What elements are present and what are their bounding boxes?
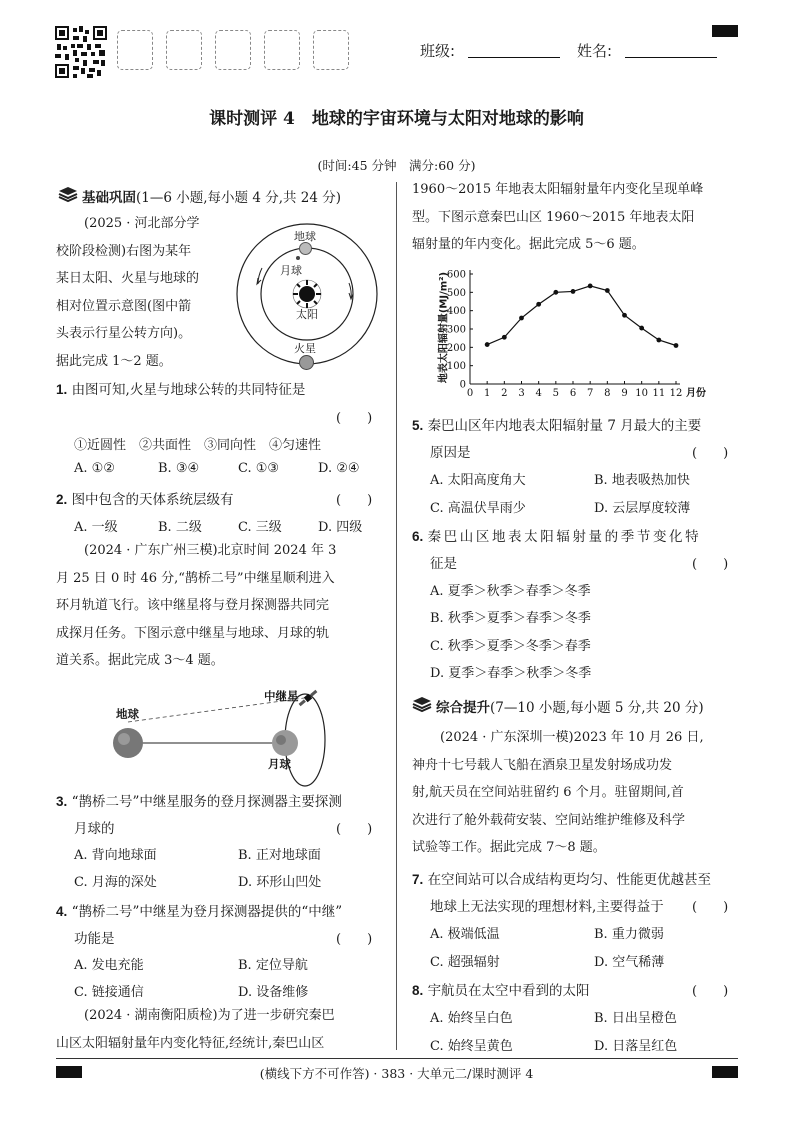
intro2-line: 月 25 日 0 时 46 分,“鹊桥二号”中继星顺利进入 — [56, 570, 335, 586]
score-box-4[interactable] — [264, 30, 300, 70]
intro3-line: (2024 · 湖南衡阳质检)为了进一步研究秦巴 — [84, 1008, 335, 1023]
intro2-line: 道关系。据此完成 3～4 题。 — [56, 653, 224, 669]
intro2-line: (2024 · 广东广州三模)北京时间 2024 年 3 — [84, 543, 337, 558]
q3-option-d[interactable]: D. 环形山凹处 — [238, 875, 322, 890]
chart-data-point — [605, 288, 610, 293]
chart-ylabel: 地表太阳辐射量(MJ/m²) — [438, 271, 450, 384]
q2-option-d[interactable]: D. 四级 — [318, 520, 363, 535]
q5-text: 秦巴山区年内地表太阳辐射量 7 月最大的主要 — [427, 418, 702, 434]
q6-option-b[interactable]: B. 秋季＞夏季＞春季＞冬季 — [430, 611, 591, 626]
class-label: 班级: — [420, 42, 456, 60]
q7-option-c[interactable]: C. 超强辐射 — [430, 955, 500, 970]
q8-answer-paren[interactable]: ( ) — [692, 984, 729, 999]
section2-desc: (7—10 小题,每小题 5 分,共 20 分) — [490, 700, 704, 716]
intro3-right-line: 型。下图示意秦巴山区 1960～2015 年地表太阳 — [412, 209, 695, 225]
chart-series-line — [487, 286, 676, 346]
chart-data-point — [622, 313, 627, 318]
section2-name: 综合提升 — [436, 700, 490, 716]
q8-number: 8. — [412, 983, 424, 998]
q4-text: “鹊桥二号”中继星为登月探测器提供的“中继” — [71, 904, 343, 920]
chart-x-tick-label: 12 — [669, 388, 683, 399]
q7-stem-2: 地球上无法实现的理想材料,主要得益于 — [430, 899, 664, 915]
name-field[interactable] — [625, 57, 717, 58]
chart-data-point — [588, 284, 593, 289]
label-moon: 月球 — [280, 264, 302, 277]
q6-option-d[interactable]: D. 夏季＞春季＞秋季＞冬季 — [430, 666, 592, 681]
chart-x-unit: 月份 — [686, 388, 706, 399]
q4-stem — [56, 900, 342, 920]
q3-option-b[interactable]: B. 正对地球面 — [238, 848, 321, 863]
intro1-line: 头表示行星公转方向)。 — [56, 326, 192, 342]
chart-data-point — [656, 338, 661, 343]
intro4-line: 次进行了舱外载荷安装、空间站维护维修及科学 — [412, 812, 686, 828]
q1-stem — [56, 378, 305, 398]
book-stack-icon — [58, 186, 78, 204]
q6-number: 6. — [412, 529, 424, 544]
qr-code-icon — [55, 26, 107, 78]
q8-option-c[interactable]: C. 始终呈黄色 — [430, 1039, 513, 1054]
q8-option-b[interactable]: B. 日出呈橙色 — [594, 1011, 677, 1026]
q1-answer-paren[interactable]: ( ) — [336, 411, 373, 426]
q2-option-a[interactable]: A. 一级 — [74, 520, 118, 535]
corner-mark-top-right — [712, 25, 738, 37]
intro4-line: 神舟十七号载人飞船在酒泉卫星发射场成功发 — [412, 757, 673, 773]
intro4-line: 试验等工作。据此完成 7～8 题。 — [412, 840, 606, 856]
q7-number: 7. — [412, 872, 424, 887]
q7-answer-paren[interactable]: ( ) — [692, 900, 729, 915]
chart-y-tick-label: 500 — [446, 287, 466, 299]
q3-text: “鹊桥二号”中继星服务的登月探测器主要探测 — [71, 794, 342, 810]
chart-y-tick-label: 300 — [446, 324, 466, 336]
chart-y-tick-label: 0 — [459, 379, 466, 391]
q5-number: 5. — [412, 418, 424, 433]
q7-option-b[interactable]: B. 重力微弱 — [594, 927, 664, 942]
q6-stem — [412, 525, 701, 545]
chart-x-tick-label: 0 — [466, 388, 474, 399]
intro2-line: 成探月任务。下图示意中继星与地球、月球的轨 — [56, 625, 330, 641]
intro3-right-line: 辐射量的年内变化。据此完成 5～6 题。 — [412, 237, 645, 253]
name-label: 姓名: — [577, 42, 613, 60]
q3-option-c[interactable]: C. 月海的深处 — [74, 875, 157, 890]
q2-answer-paren[interactable]: ( ) — [336, 493, 373, 508]
q5-option-a[interactable]: A. 太阳高度角大 — [430, 473, 526, 488]
intro3-block — [56, 1002, 386, 1057]
intro3-right-line: 1960～2015 年地表太阳辐射量年内变化呈现单峰 — [412, 182, 704, 197]
intro4-line: (2024 · 广东深圳一模)2023 年 10 月 26 日, — [440, 730, 704, 745]
chart-x-tick-label: 2 — [501, 388, 508, 399]
intro4-block — [412, 724, 742, 862]
sun-icon — [292, 279, 322, 309]
intro2-line: 环月轨道飞行。该中继星将与登月探测器共同完 — [56, 598, 330, 614]
class-field[interactable] — [468, 57, 560, 58]
q1-text: 由图可知,火星与地球公转的共同特征是 — [71, 382, 306, 398]
q7-option-a[interactable]: A. 极端低温 — [430, 927, 500, 942]
q3-stem-2: 月球的 — [74, 821, 115, 837]
score-box-2[interactable] — [166, 30, 202, 70]
q7-option-d[interactable]: D. 空气稀薄 — [594, 955, 665, 970]
label-moon-2: 月球 — [268, 757, 291, 771]
label-earth-2: 地球 — [116, 707, 139, 721]
q1-option-b[interactable]: B. ③④ — [158, 461, 200, 476]
q6-answer-paren[interactable]: ( ) — [692, 557, 729, 572]
section2-header — [436, 696, 704, 716]
intro1-line: 据此完成 1～2 题。 — [56, 353, 172, 369]
q4-option-a[interactable]: A. 发电充能 — [74, 958, 144, 973]
chart-x-tick-label: 11 — [652, 388, 666, 399]
chart-x-tick-label: 9 — [621, 388, 628, 399]
q7-stem — [412, 868, 711, 888]
q8-option-a[interactable]: A. 始终呈白色 — [430, 1011, 513, 1026]
q3-option-a[interactable]: A. 背向地球面 — [74, 848, 157, 863]
q8-stem — [412, 979, 590, 999]
intro1-line: 某日太阳、火星与地球的 — [56, 271, 200, 287]
score-box-1[interactable] — [117, 30, 153, 70]
q5-stem — [412, 414, 701, 434]
chart-x-tick-label: 5 — [552, 388, 560, 399]
q6-text: 秦巴山区地表太阳辐射量的季节变化特 — [427, 529, 702, 545]
q1-option-d[interactable]: D. ②④ — [318, 461, 360, 476]
q2-text: 图中包含的天体系统层级有 — [71, 492, 234, 508]
q3-number: 3. — [56, 794, 68, 809]
chart-x-tick-label: 10 — [635, 388, 649, 399]
section1-header — [82, 186, 341, 206]
q4-number: 4. — [56, 904, 68, 919]
q1-option-a[interactable]: A. ①② — [74, 461, 115, 476]
q2-option-b[interactable]: B. 二级 — [158, 520, 202, 535]
chart-y-tick-label: 100 — [446, 361, 466, 373]
q3-answer-paren[interactable]: ( ) — [336, 822, 373, 837]
column-divider — [396, 182, 397, 1050]
q7-text: 在空间站可以合成结构更均匀、性能更优越甚至 — [427, 872, 712, 888]
section1-name: 基础巩固 — [82, 190, 136, 206]
intro1-line: 校阶段检测)右图为某年 — [56, 243, 192, 259]
chart-x-tick-label: 4 — [535, 388, 542, 399]
q6-option-c[interactable]: C. 秋季＞夏季＞冬季＞春季 — [430, 639, 591, 654]
chart-y-tick-label: 600 — [446, 269, 466, 281]
q5-option-c[interactable]: C. 高温伏旱雨少 — [430, 501, 526, 516]
intro2-block — [56, 537, 386, 675]
chart-x-tick-label: 8 — [604, 388, 611, 399]
label-mars: 火星 — [294, 342, 316, 355]
chart-data-point — [553, 290, 558, 295]
score-box-5[interactable] — [313, 30, 349, 70]
q2-number: 2. — [56, 492, 68, 507]
chart-data-point — [519, 316, 524, 321]
chart-x-tick-label: 6 — [569, 388, 577, 399]
chart-data-point — [485, 342, 490, 347]
q4-option-d[interactable]: D. 设备维修 — [238, 985, 309, 1000]
chart-data-point — [571, 289, 576, 294]
q5-option-b[interactable]: B. 地表吸热加快 — [594, 473, 690, 488]
footer-text: (横线下方不可作答) · 383 · 大单元二/课时测评 4 — [259, 1066, 534, 1081]
intro3-right-block — [412, 176, 742, 259]
book-stack-icon — [412, 696, 432, 714]
chart-x-tick-label: 7 — [586, 388, 594, 399]
q8-option-d[interactable]: D. 日落呈红色 — [594, 1039, 678, 1054]
intro1-line: (2025 · 河北部分学 — [84, 216, 200, 231]
exam-meta: (时间:45 分钟 满分:60 分) — [317, 158, 476, 173]
radiation-chart — [430, 262, 706, 402]
q4-option-c[interactable]: C. 链接通信 — [74, 985, 144, 1000]
mars-planet-icon — [299, 355, 314, 370]
q4-stem-2: 功能是 — [74, 931, 115, 947]
q5-answer-paren[interactable]: ( ) — [692, 446, 729, 461]
footer-rule — [56, 1058, 738, 1059]
q3-stem — [56, 790, 342, 810]
page-title: 课时测评 4 地球的宇宙环境与太阳对地球的影响 — [209, 109, 584, 129]
label-relay: 中继星 — [264, 689, 299, 703]
chart-data-point — [536, 302, 541, 307]
chart-x-tick-label: 3 — [518, 388, 525, 399]
figure-relay — [100, 680, 350, 790]
q1-number: 1. — [56, 382, 68, 397]
figure-orbits — [232, 218, 382, 368]
chart-data-point — [639, 326, 644, 331]
label-earth: 地球 — [294, 230, 316, 243]
q2-stem — [56, 488, 234, 508]
q1-option-c[interactable]: C. ①③ — [238, 461, 280, 476]
q6-stem-2: 征是 — [430, 556, 457, 572]
chart-y-tick-label: 400 — [446, 306, 466, 318]
q2-option-c[interactable]: C. 三级 — [238, 520, 282, 535]
q6-option-a[interactable]: A. 夏季＞秋季＞春季＞冬季 — [430, 584, 591, 599]
chart-data-point — [674, 343, 679, 348]
q8-text: 宇航员在太空中看到的太阳 — [427, 983, 590, 999]
moon-dot-icon — [296, 256, 300, 260]
intro4-line: 射,航天员在空间站驻留约 6 个月。驻留期间,首 — [412, 785, 684, 801]
label-sun: 太阳 — [296, 308, 318, 321]
chart-y-tick-label: 200 — [446, 342, 466, 354]
q5-option-d[interactable]: D. 云层厚度较薄 — [594, 501, 691, 516]
chart-data-point — [502, 335, 507, 340]
section1-desc: (1—6 小题,每小题 4 分,共 24 分) — [136, 190, 342, 206]
intro1-line: 相对位置示意图(图中箭 — [56, 298, 192, 314]
q5-stem-2: 原因是 — [430, 445, 471, 461]
intro3-line: 山区太阳辐射量年内变化特征,经统计,秦巴山区 — [56, 1035, 325, 1051]
q4-option-b[interactable]: B. 定位导航 — [238, 958, 308, 973]
q1-items: ①近圆性 ②共面性 ③同向性 ④匀速性 — [74, 438, 322, 453]
score-box-3[interactable] — [215, 30, 251, 70]
intro1-block — [56, 210, 236, 376]
q4-answer-paren[interactable]: ( ) — [336, 932, 373, 947]
chart-x-tick-label: 1 — [483, 388, 491, 399]
